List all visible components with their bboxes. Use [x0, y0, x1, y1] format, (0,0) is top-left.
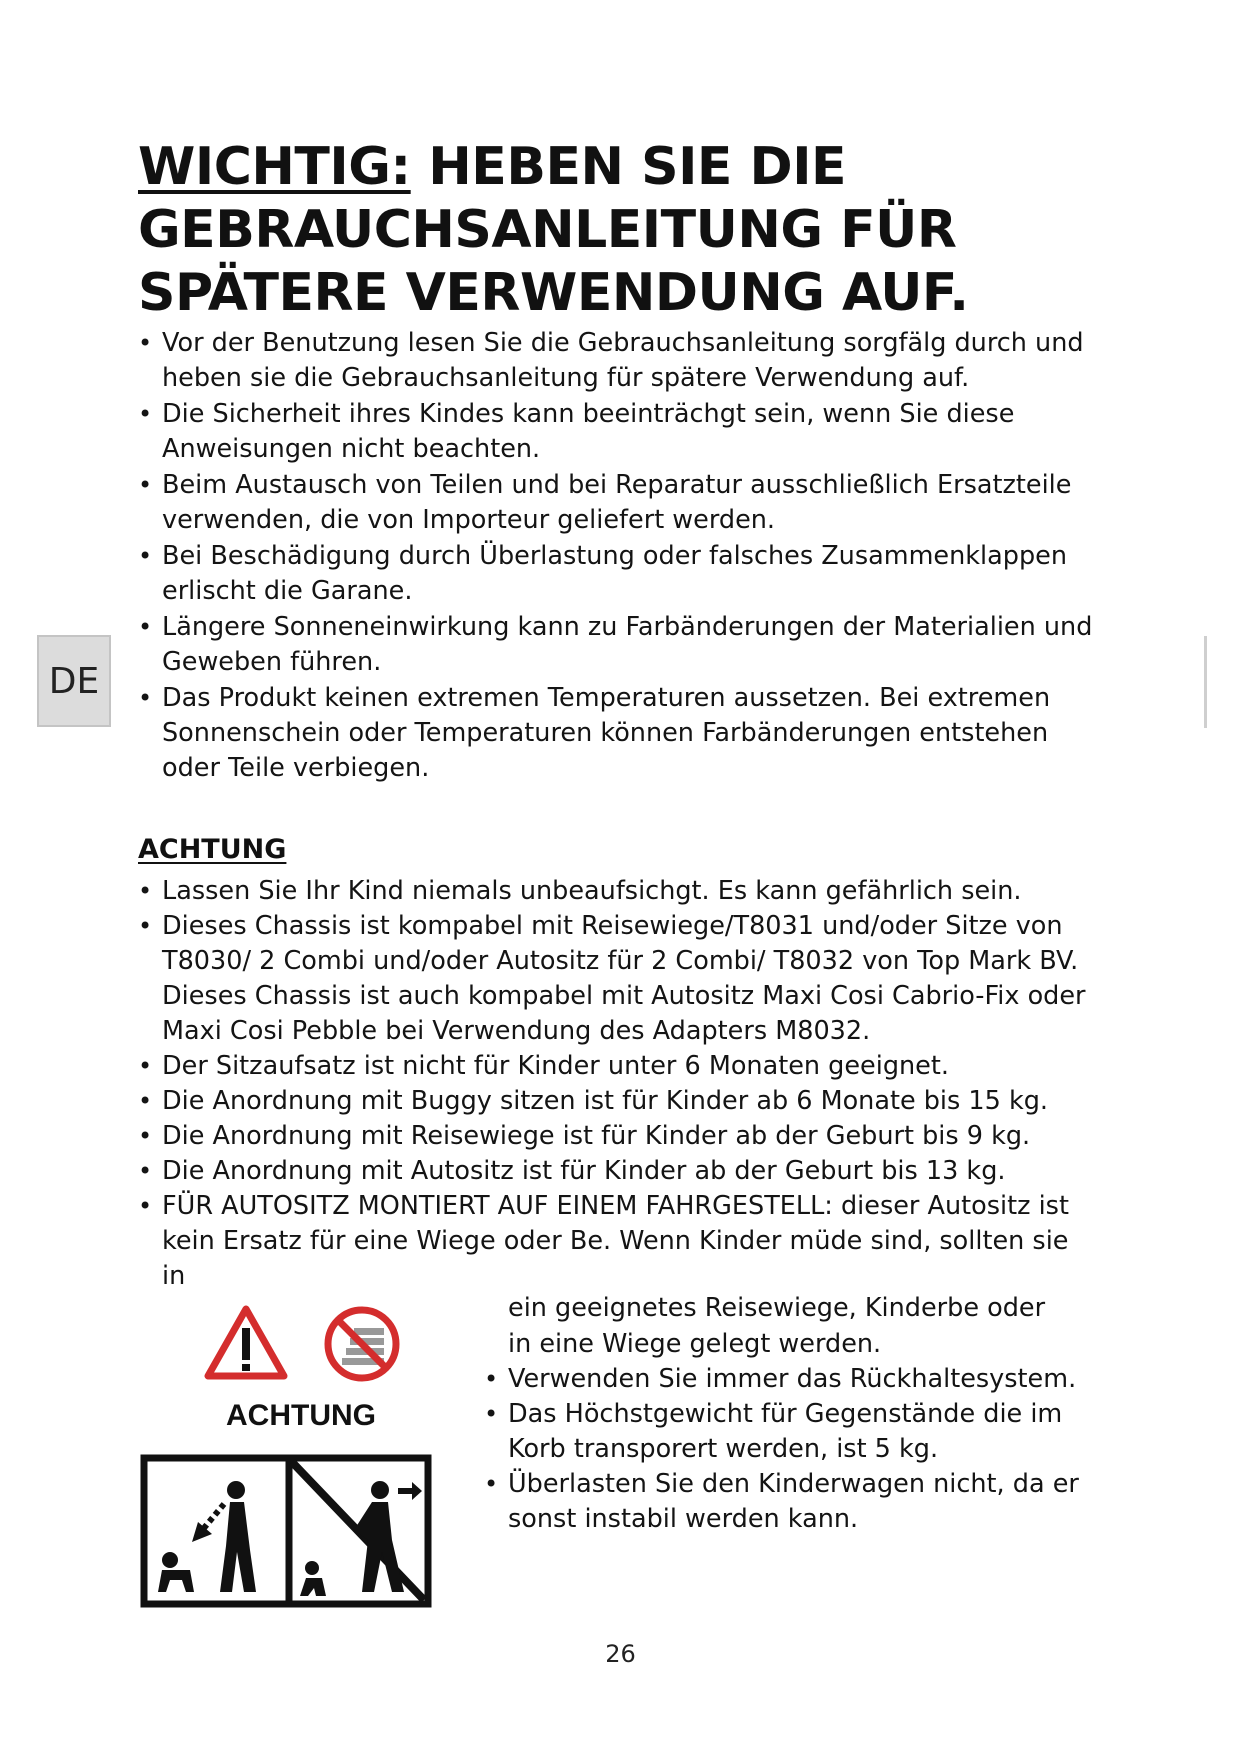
list-item: • Die Anordnung mit Reisewiege ist für Kinder ab der Geburt bis 9 kg. [138, 1119, 1098, 1154]
list-item: • Die Anordnung mit Autositz ist für Kinder ab der Geburt bis 13 kg. [138, 1154, 1098, 1189]
continuation-text: ein geeignetes Reisewiege, Kinderbe oder in eine Wiege gelegt werden. [508, 1293, 1046, 1359]
title-line1-rest: HEBEN SIE DIE [410, 137, 847, 197]
title-label: WICHTIG: [138, 137, 411, 197]
language-tab: DE [37, 635, 111, 727]
unattended-child-icon [144, 1458, 289, 1604]
no-climbing-icon [328, 1310, 396, 1378]
page-title [138, 136, 1098, 325]
list-item: • Überlasten Sie den Kinderwagen nicht, da er sonst instabil werden kann. [484, 1467, 1084, 1537]
list-item: • Vor der Benutzung lesen Sie die Gebrauchsanleitung sorgfälg durch und heben sie die Gebrauchsanleitung für spätere Verwendung auf. [138, 326, 1098, 396]
list-item: • Die Anordnung mit Buggy sitzen ist für Kinder ab 6 Monate bis 15 kg. [138, 1084, 1098, 1119]
graphic-label: ACHTUNG [226, 1399, 376, 1432]
list-item: • Beim Austausch von Teilen und bei Reparatur ausschließlich Ersatzteile verwenden, die von Importeur geliefert werden. [138, 468, 1098, 538]
list-item: • Das Produkt keinen extremen Temperaturen aussetzen. Bei extremen Sonnenschein oder Temperaturen können Farbänderungen entstehen oder Teile verbiegen. [138, 681, 1098, 786]
list-item: • Verwenden Sie immer das Rückhaltesystem. [484, 1362, 1084, 1397]
list-item: • Die Sicherheit ihres Kindes kann beeinträchgt sein, wenn Sie diese Anweisungen nicht beachten. [138, 397, 1098, 467]
no-walking-away-icon [289, 1458, 428, 1604]
intro-list [138, 326, 1098, 787]
title-line3: SPÄTERE VERWENDUNG AUF. [138, 263, 969, 323]
list-item: • Dieses Chassis ist kompabel mit Reisewiege/T8031 und/oder Sitze von T8030/ 2 Combi und/oder Autositz für 2 Combi/ T8032 von Top Mark BV. Dieses Chassis ist auch kompabel mit Autositz Maxi Cosi Cabrio-Fix oder Maxi Cosi Pebble bei Verwendung des Adapters M8032. [138, 909, 1098, 1049]
list-item: • Bei Beschädigung durch Überlastung oder falsches Zusammenklappen erlischt die Garane. [138, 539, 1098, 609]
page-number: 26 [605, 1640, 636, 1668]
warning-graphic [140, 1300, 480, 1640]
margin-rule [1204, 636, 1207, 728]
list-item: • Der Sitzaufsatz ist nicht für Kinder unter 6 Monaten geeignet. [138, 1049, 1098, 1084]
achtung-list-continued [484, 1362, 1084, 1537]
title-line2: GEBRAUCHSANLEITUNG FÜR [138, 200, 957, 260]
list-item: • Lassen Sie Ihr Kind niemals unbeaufsichgt. Es kann gefährlich sein. [138, 874, 1098, 909]
list-item: • Längere Sonneneinwirkung kann zu Farbänderungen der Materialien und Geweben führen. [138, 610, 1098, 680]
list-item: • Das Höchstgewicht für Gegenstände die im Korb transporert werden, ist 5 kg. [484, 1397, 1084, 1467]
achtung-list [138, 874, 1098, 1294]
achtung-heading: ACHTUNG [138, 834, 287, 865]
list-item: • FÜR AUTOSITZ MONTIERT AUF EINEM FAHRGESTELL: dieser Autositz ist kein Ersatz für eine Wiege oder Be. Wenn Kinder müde sind, sollten sie in [138, 1189, 1098, 1294]
warning-triangle-icon [208, 1309, 284, 1376]
